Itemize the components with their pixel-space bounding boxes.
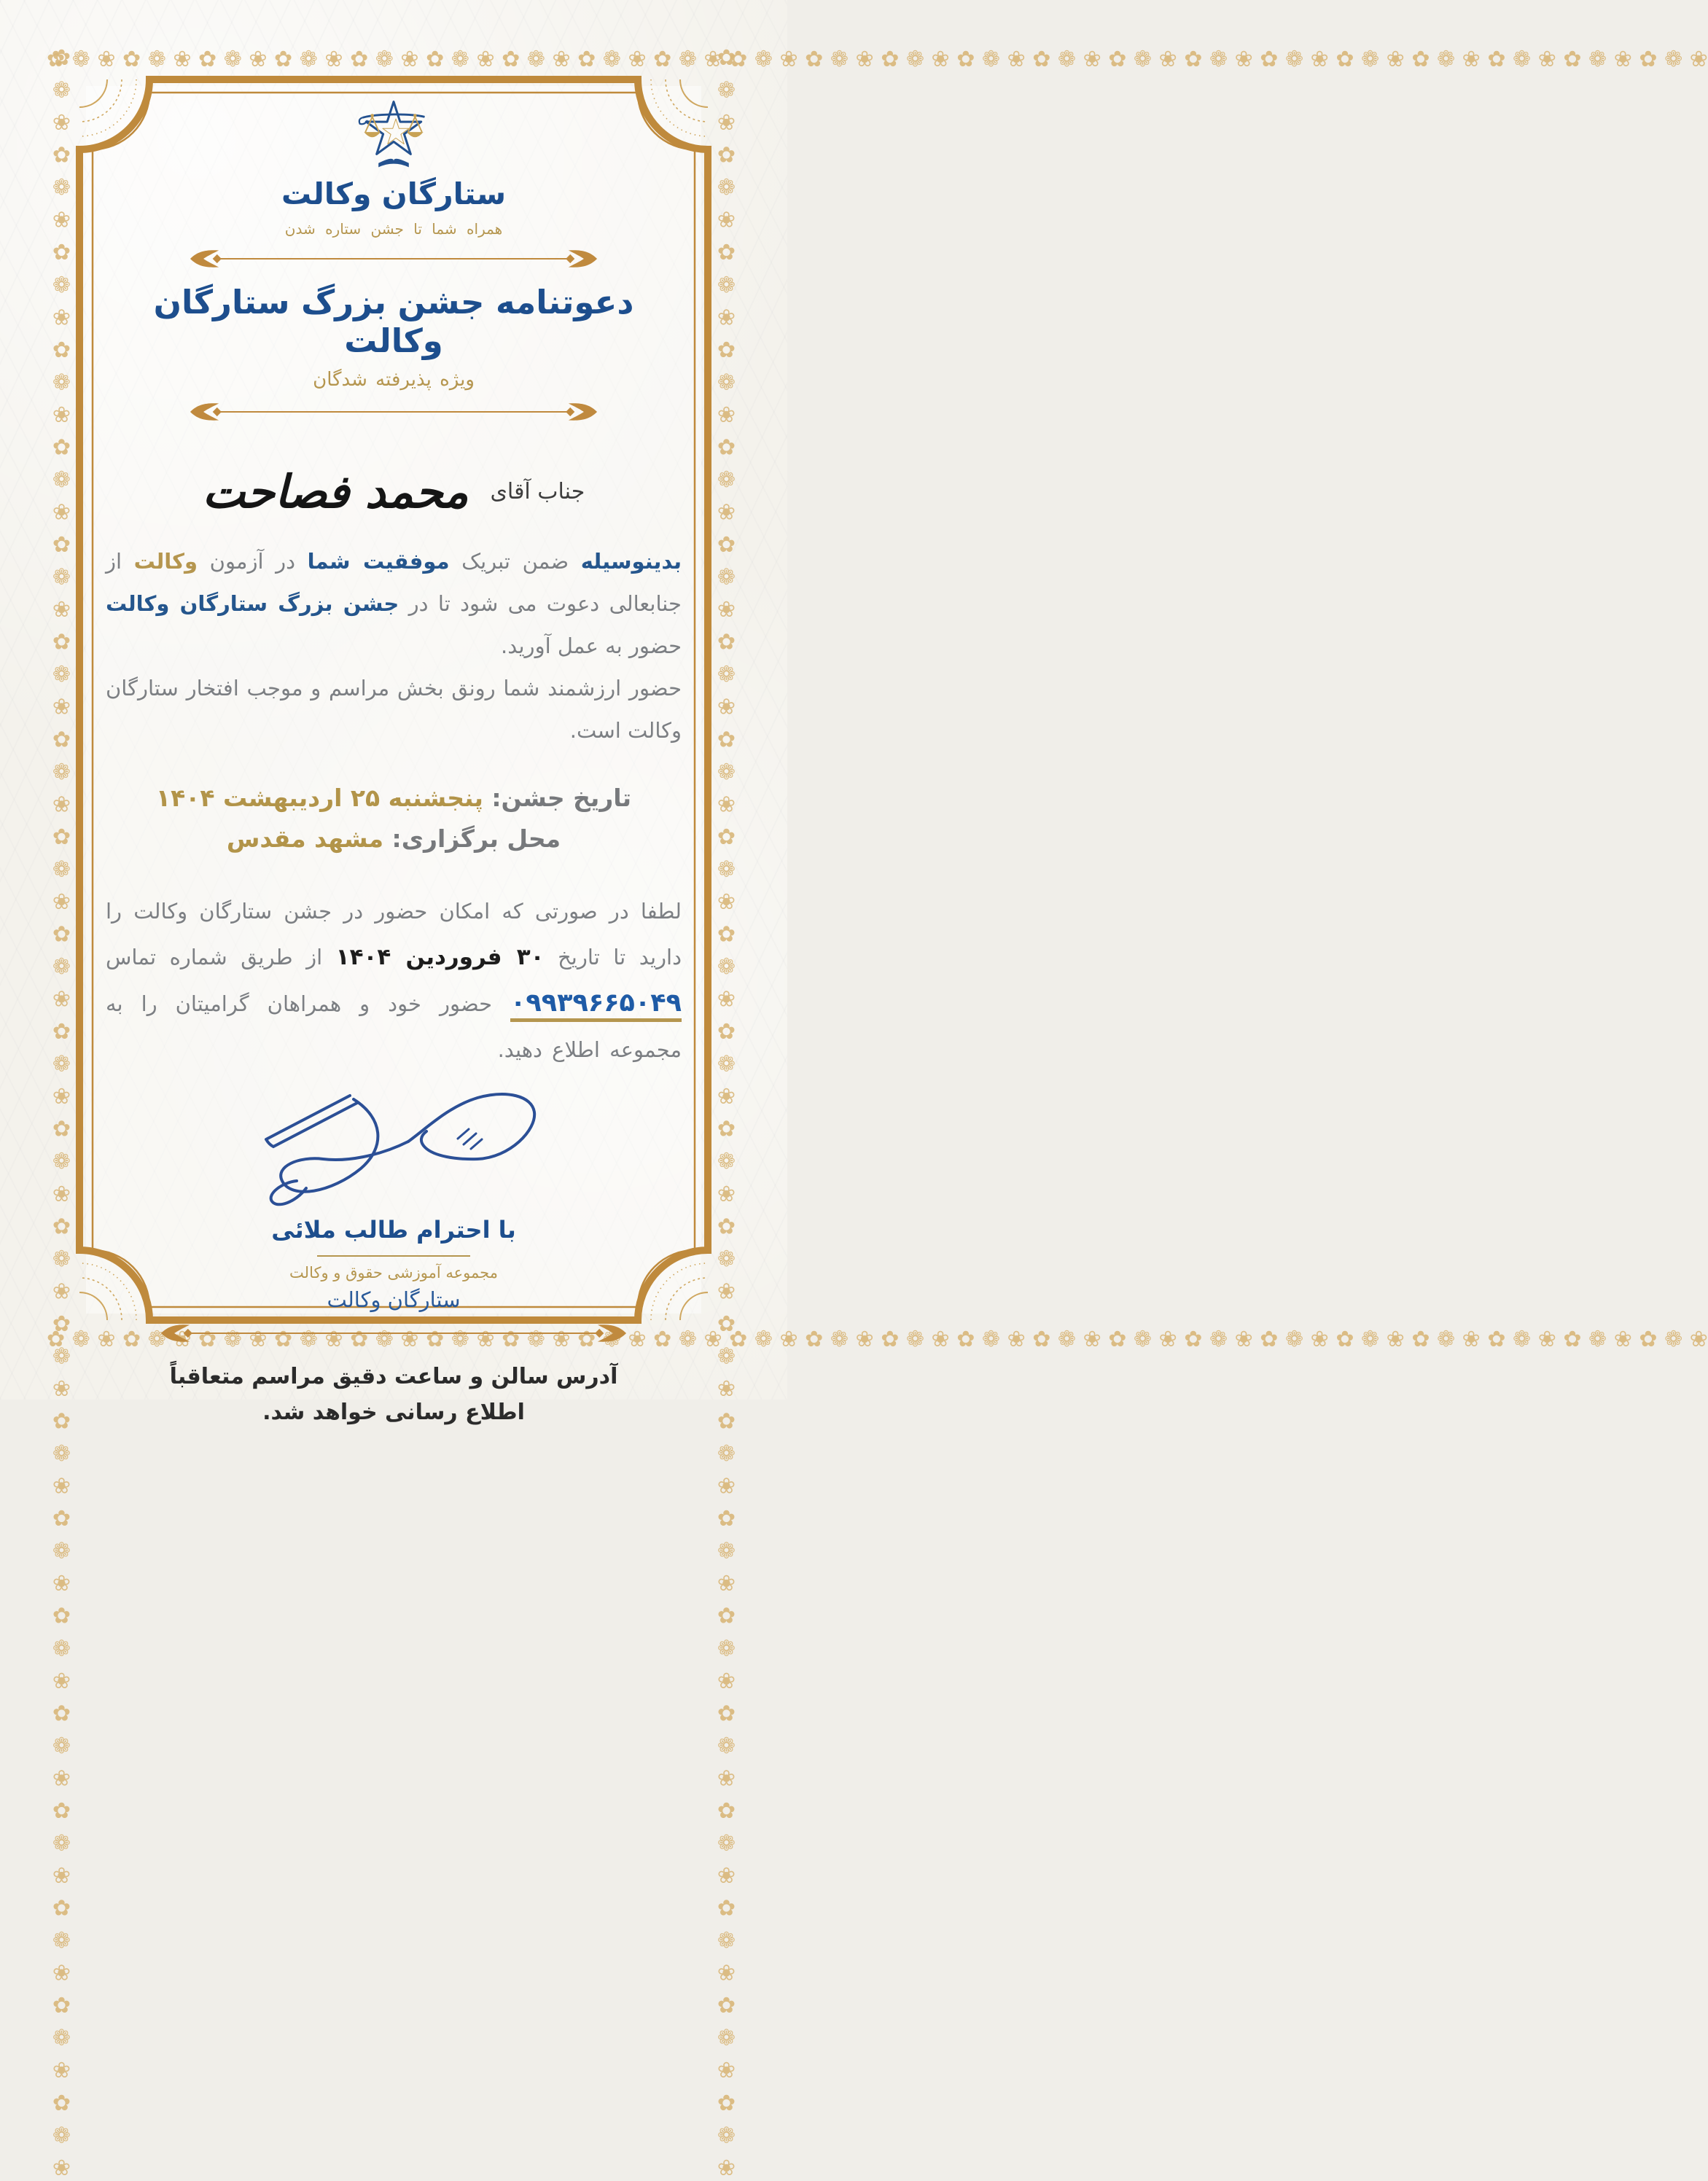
rsvp-paragraph (106, 889, 682, 1073)
intro-segment: در آزمون (209, 549, 296, 574)
handwritten-signature (237, 1077, 550, 1216)
divider-frond-icon (190, 401, 222, 423)
event-details (102, 778, 685, 859)
brand-tagline: همراه شما تا جشن ستاره شدن (284, 220, 503, 238)
rsvp-segment: از طریق شماره تماس (106, 945, 323, 969)
intro-text-2: حضور ارزشمند شما رونق بخش مراسم و موجب افتخار ستارگان وکالت است. (106, 676, 682, 743)
intro-segment: بدینوسیله (580, 549, 682, 574)
divider-frond-icon (160, 1322, 192, 1344)
invitation-title: دعوتنامه جشن بزرگ ستارگان وکالت (153, 283, 634, 360)
ornamental-divider (190, 248, 598, 270)
event-venue-label: محل برگزاری: (391, 824, 561, 853)
divider-frond-icon (566, 401, 598, 423)
divider-line (190, 1333, 597, 1334)
ornamental-border-top (47, 45, 741, 74)
intro-segment: ضمن تبریک (461, 549, 569, 574)
divider-frond-icon (566, 248, 598, 270)
intro-text (106, 540, 682, 667)
ornamental-divider (190, 401, 598, 423)
intro-segment: جشن بزرگ ستارگان وکالت (106, 591, 399, 616)
invitation-subtitle: ویژه پذیرفته شدگان (313, 369, 475, 391)
organization-line2: ستارگان وکالت (327, 1287, 461, 1312)
intro-segment: وکالت (133, 549, 198, 574)
contact-phone-number[interactable]: ۰۹۹۳۹۶۶۵۰۴۹ (510, 988, 682, 1022)
rsvp-segment: حضور خود و همراهان گرامیتان را به مجموعه اطلاع دهید. (106, 991, 682, 1062)
divider-line (219, 411, 568, 413)
event-venue-row (102, 819, 685, 859)
recipient-salutation: جناب آقای (490, 479, 585, 504)
signer-name: با احترام طالب ملائی (271, 1216, 516, 1244)
footer-note-line2: اطلاع رسانی خواهد شد. (262, 1400, 525, 1425)
card-content (102, 86, 685, 1425)
event-venue-value: مشهد مقدس (226, 824, 384, 853)
intro-segment: حضور به عمل آورید. (501, 633, 682, 658)
intro-segment: از جنابعالی دعوت می شود تا در (106, 549, 682, 616)
recipient-row (102, 465, 685, 518)
brand-name: ستارگان وکالت (281, 176, 507, 211)
event-date-label: تاریخ جشن: (491, 784, 632, 812)
rsvp-deadline: ۳۰ فروردین ۱۴۰۴ (335, 944, 545, 970)
star-scales-logo-icon (346, 96, 441, 172)
divider-frond-icon (595, 1322, 627, 1344)
divider-frond-icon (190, 248, 222, 270)
ornamental-divider (160, 1322, 627, 1344)
footer-note (102, 1359, 685, 1430)
signature-underline (317, 1255, 470, 1257)
divider-line (219, 258, 568, 260)
intro-segment: موفقیت شما (307, 549, 450, 574)
invitation-card (0, 0, 787, 1425)
event-date-row (102, 778, 685, 819)
intro-paragraph (106, 540, 682, 752)
organization-line1: مجموعه آموزشی حقوق و وکالت (289, 1264, 498, 1281)
footer-note-line1: آدرس سالن و ساعت دقیق مراسم متعاقباً (169, 1364, 618, 1389)
recipient-name: محمد فصاحت (202, 465, 469, 518)
rsvp-segment: لطفا در صورتی که امکان حضور در جشن ستارگان وکالت را دارید تا تاریخ (106, 899, 682, 969)
ornamental-border-right (711, 45, 741, 1354)
ornamental-border-left (47, 45, 76, 1354)
event-date-value: پنجشنبه ۲۵ اردیبهشت ۱۴۰۴ (155, 784, 483, 812)
